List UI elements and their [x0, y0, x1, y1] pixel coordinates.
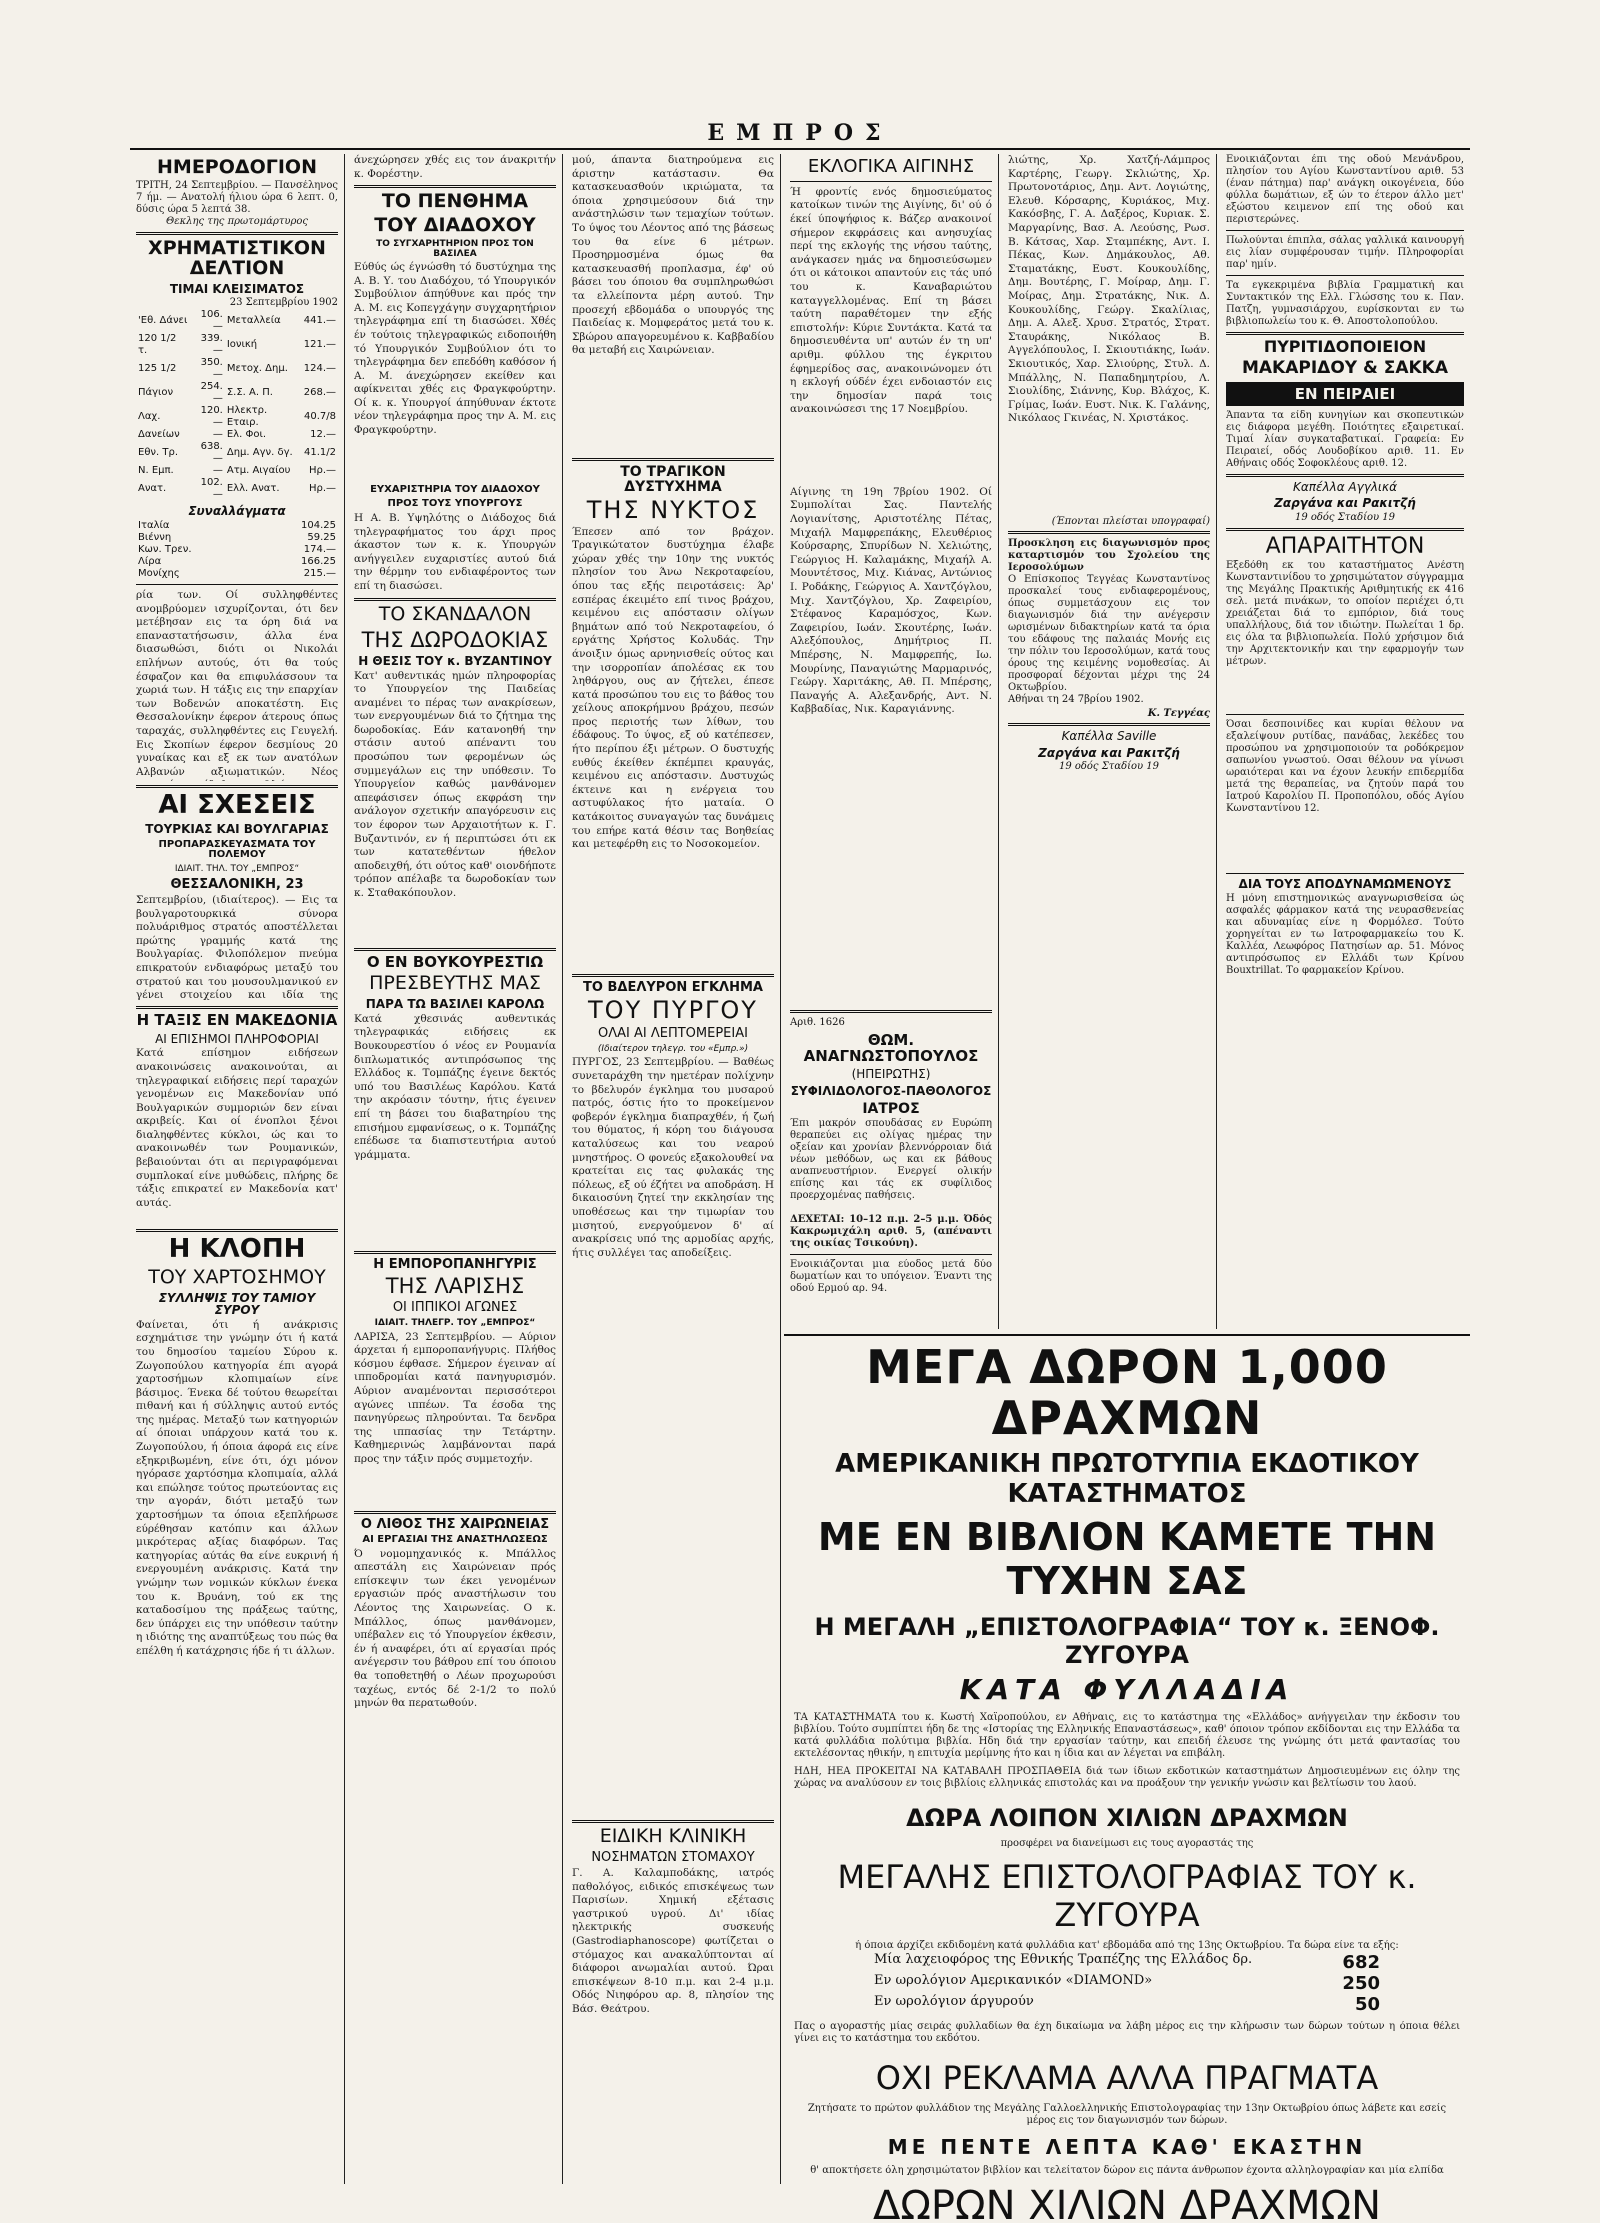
essential-text: Εξεδόθη εκ του καταστήματος Ανέστη Κωνσταντινίδου το χρησιμώτατον σύγγραμμα της Μεγάλης Πρακτικής Αριθμητικής εκ 416 σελ. μετά πινάκων, το οποίον περιέχει ό,τι χρειάζεται διά το εμπόριον, διά τους υπαλλήλους, διά τον ιδιώτην. Πωλείται 1 δρ. εις όλα τα βιβλιοπωλεία. Πολύ χρήσιμον διά την Αρχιτεκτονικήν και την εφαρμογήν των μέτρων. — [1226, 559, 1464, 667]
scandal-heading-2: ΤΗΣ ΔΩΡΟΔΟΚΙΑΣ — [361, 627, 549, 652]
finance-cell: Ελλ. Ανατ. — [226, 483, 280, 495]
column-2 — [348, 154, 563, 2184]
finance-cell: 254.— — [200, 381, 223, 405]
tender-sign: Κ. Τεγγέας — [1147, 708, 1210, 719]
bucharest-heading-2: ΠΡΕΣΒΕΥΤΗΣ ΜΑΣ — [369, 972, 541, 995]
finance-cell: Εθν. Τρ. — [138, 447, 179, 459]
almanac-heading: ΗΜΕΡΟΔΟΓΙΟΝ — [157, 156, 317, 178]
columns — [130, 154, 1470, 2223]
finance-cell: Ελ. Φοι. — [226, 429, 267, 441]
relations-text: Σεπτεμβρίου, (ιδιαίτερος). — Εις τα βουλγαροτουρκικά σύνορα πολυάριθμος στρατός αποστέλλεται πρώτης γραμμής κατά της Βουλγαρίας. Φιλοπόλεμον πνεύμα επικρατούν ενδιαφόρως μεταξύ του στρατού και του μουσουλμανικού εν γένει στοιχείου και ιδία της — [136, 893, 338, 1002]
hats-ad-title: Καπέλλα Saville — [1061, 729, 1157, 743]
bucharest-subheading: ΠΑΡΑ ΤΩ ΒΑΣΙΛΕΙ ΚΑΡΟΛΩ — [365, 997, 545, 1012]
finance-cell: 'Εθ. Δάνει — [138, 315, 188, 327]
finance-row — [136, 477, 338, 501]
crime-subheading: ΟΛΑΙ ΑΙ ΛΕΠΤΟΜΕΡΕΙΑΙ — [598, 1026, 748, 1042]
rate-cell: Λίρα — [138, 556, 162, 567]
larissa-text: ΛΑΡΙΣΑ, 23 Σεπτεμβρίου. — Αύριον άρχεται ή εμποροπανήγυρις. Πλήθος κόσμου έφθασε. Σήμερον έγειναν αί ιπποδρομίαι κατά πανηγυρισμόν. Αύριον αναμένονται περισσότεροι αγώνες ιππέων. Τα έσοδα της πανηγύρεως πληρούνται. Τα δενδρα της ιππασίας την Τετάρτην. Καθημερινώς λαμβάνονται παρά προς την τάξιν πρός συμμετοχήν. — [354, 1330, 556, 1465]
thanks-text: Η Α. Β. Υψηλότης ο Διάδοχος διά τηλεγραφήματος του άρχι προς άκαστον των κ. κ. Υπουργών ανήγγειλεν ευχαριστίες αυτού διά την θέρμην του ενδιαφέροντος των επί τη διασώσει. — [354, 511, 556, 592]
english-hats-address: 19 οδός Σταδίου 19 — [1294, 511, 1396, 523]
macedonia-text: Κατά επίσημον ειδήσεων ανακοινώσεις ανακοινούται, αι τηλεγραφικαί ειδήσεις περί ταραχών γενομένων εις Μακεδονίαν υπό Βουλγαρικών συμμοριών δεν είναι ακριβείς. Και οί ένοπλοι ξένοι διαληφθέντες κύκλοι, ώς και το ανακοινωθέν των Ρουμανικών, βεβαιούνται ότι αι περιγραφόμεναι συμπλοκαί είνε μυθώδεις, πλήρης δε τάξις επικρατεί εν Μακεδονία κατ' αυτάς. — [136, 1047, 338, 1209]
weak-heading: ΔΙΑ ΤΟΥΣ ΑΠΟΔΥΝΑΜΩΜΕΝΟΥΣ — [1238, 876, 1452, 891]
finance-cell: Ατμ. Αιγαίου — [226, 465, 291, 477]
finance-cell: Ν. Εμπ. — [138, 465, 174, 477]
theft-heading: Η ΚΛΟΠΗ — [168, 1234, 306, 1265]
scandal-subheading: Η ΘΕΣΙΣ ΤΟΥ κ. ΒΥΖΑΝΤΙΝΟΥ — [358, 653, 552, 668]
finance-cell: Πάγιον — [138, 387, 174, 399]
english-hats-sub: Ζαργάνα και Ρακιτζή — [1274, 496, 1416, 511]
aegina-text: Ή φροντίς ενός δημοσιεύματος κατοίκων τινών της Αιγίνης, δι' ού ό έκεί ύποψήφιος κ. Βάζερ ανακοινοί σήμερον εκφράσεις και ανησυχίας περί της εκλογής της νήσου ταύτης, ανάγκασεν ημάς να δημοσιεύσωμεν ότι οι κάτοικοι απαντούν εις τάς υπό του κ. Καναβαριώτου καταγγελλομένας. Επί τη βάσει ταύτη παραθέτομεν την εξής επιστολήν: Κύριε Συντάκτα. Κατά τα δημοσιευθέντα υπ' αυτών έν τη υπ' αριθμ. φύλλου της έγκριτου έφημερίδος σας, ανακοινώνομεν ότι η εκλογή ούδέν έχει ενδοιαστόν εις την δημοσίαν παρά τοις ανακοινώσεσι της 17 Νοεμβρίου. — [790, 185, 992, 416]
theft-subheading: ΤΟΥ ΧΑΡΤΟΣΗΜΟΥ — [148, 1265, 326, 1288]
col2-intro-text: άνεχώρησεν χθές εις τον άνακριτήν κ. Φορέστην. — [354, 154, 556, 180]
finance-cell: 41.1/2 — [304, 447, 336, 459]
relations-dateline: ΘΕΣΣΑΛΟΝΙΚΗ, 23 — [170, 877, 304, 893]
tragedy-heading: ΤΟ ΤΡΑΓΙΚΟΝ ΔΥΣΤΥΧΗΜΑ — [620, 464, 726, 495]
grief-heading: ΤΟ ΠΕΝΘΗΜΑ — [381, 190, 529, 213]
finance-row — [136, 309, 338, 333]
grief-subheading: ΤΟ ΣΥΓΧΑΡΗΤΗΡΙΟΝ ΠΡΟΣ ΤΟΝ ΒΑΣΙΛΕΑ — [376, 239, 534, 259]
finance-cell: Λαχ. — [138, 411, 161, 423]
prize-row — [874, 1994, 1380, 2015]
rate-cell: 215.— — [303, 568, 336, 579]
crime-tag: (Ιδιαίτερον τηλεγρ. του «Εμπρ.») — [597, 1044, 749, 1055]
finance-cell: Ιονική — [226, 339, 258, 351]
hats-ad-sub: Ζαργάνα και Ρακιτζή — [1038, 745, 1180, 760]
rates-table — [136, 520, 338, 580]
notice-number: Αριθ. 1626 — [790, 1016, 845, 1028]
rates-heading: Συναλλάγματα — [188, 504, 286, 519]
ad-subtitle-7: ΟΧΙ ΡΕΚΛΑΜΑ ΑΛΛΑ ΠΡΑΓΜΑΤΑ — [875, 2059, 1379, 2098]
essential-heading: ΑΠΑΡΑΙΤΗΤΟΝ — [1265, 533, 1425, 559]
column-1 — [130, 154, 345, 2184]
doctor-hours: ΔΕΧΕΤΑΙ: 10–12 π.μ. 2–5 μ.μ. Όδός Κακρωμιχάλη αριθ. 5, (απέναντι της οικίας Τσικούνη). — [790, 1214, 992, 1250]
prize-label: Εν ωρολόγιον άργυρούν — [874, 1994, 1034, 2010]
finance-cell: 339.— — [200, 333, 223, 357]
larissa-tag: ΙΔΙΑΙΤ. ΤΗΛΕΓΡ. ΤΟΥ „ΕΜΠΡΟΣ“ — [374, 1318, 536, 1329]
names-sign: (Έπονται πλείσται υπογραφαί) — [1051, 516, 1210, 527]
col3-intro-text: μού, άπαντα διατηρούμενα εις άριστην κατάστασιν. Θα κατασκευασθούν ικριώματα, τα όποια χρησιμεύσουν διά την ανάστηλώσιν των τεμαχίων τούτων. Το ύψος του Λέοντος από της βάσεως του θα είνε 6 μέτρων. Προσηρμοσμένα όμως θα κατασκευασθή προπλασμα, έφ' ού βάσει του όποιου θα συμπληρωθώσι τα ελλείποντα μέρη αυτού. Την προσεχή εβδομάδα ο υπουργός της Παιδείας κ. Μομφεράτος μετά του κ. Σβώρου απαγορευμένου κ. Καββαδίου θα μεταβή εις Χαιρώνειαν. — [572, 154, 774, 357]
aegina-signatures: Αίγινης τη 19η 7βρίου 1902. Οί Συμπολίται Σας. Παντελής Λογιανίτσης, Αριστοτέλης Πέτας, Μιχαήλ Μαμφρεπάκης, Ελευθέριος Κούρσαρης, Σπυρίδων Ν. Χελιώτης, Γεώργιος Η. Καλαμάκης, Μιχαήλ Α. Μουντέτσος, Μιχ. Κιάνας, Αντώνιος Ι. Ροδάκης, Γεώργιος Α. Χαντζόγλου, Μιχ. Χαντζόγλου, Χρ. Ζαφειρίου, Στέφανος Καραμόσχος, Κων. Ζαφειρίου, Ιωάν. Σκουτέρης, Ιωάν. Αλεξόπουλος, Δημήτριος Π. Μπέρσης, Ν. Μαμφρεπής, Ιω. Μουρίνης, Παναγιώτης Μαρμαρινός, Γεώργ. Χαριτάκης, Αθ. Π. Μπέρσης, Παναγής Α. Αλεξανδρής, Αντ. Ν. Καββαδίας, Νικ. Καραγιάννης. — [790, 485, 992, 716]
ad-subtitle-9: ΔΩΡΩΝ ΧΙΛΙΩΝ ΔΡΑΧΜΩΝ — [872, 2183, 1382, 2223]
finance-cell: Μετοχ. Δημ. — [226, 363, 288, 375]
finance-date: 23 Σεπτεμβρίου 1902 — [229, 297, 338, 309]
tragedy-text: Έπεσεν από τον βράχον. Τραγικώτατον δυστύχημα έλαβε χώραν χθές την 10ην της νυκτός πλησίον του Άνω Νεκροταφείου, όπου τας εξής πειροτάσεις: Άρ' εσπέρας έκειμέτο επί τινος βράχου, κειμένου εις απόστασιν ολίγων βημάτων από τού Νεκροταφείου, ό εργάτης Χρήστος Κολυδάς. Την άνοιξιν όμως αρνηνισθείς ούτος και την ισορροπίαν άπολέσας εκ του ληθάργου, ους αν ζήτελει, έπεσε κατά προσώπου του εις το βάθος του χείλους αποκρήμνου βράχου, πεσών προς περιοτής των λίθων, του έδάφους. Το ύψος, εξ ού κατέπεσεν, ήτο περίπου έξι μέτρων. Ο δυστυχής ευθύς έκείθεν έκπέμπει κραυγάς, κειμένου εις απόστασιν. Δυστυχώς έκτεινε και η ενέργεια του αστυφύλακος ήτο ματαία. Ο κατάκοιτος συναγαγών τας δυνάμεις του επήρε κατά θέσιν τας Βοηθείας και μετεφέρθη εις το Νοσοκομείον. — [572, 525, 774, 851]
column-4 — [784, 154, 999, 1329]
finance-cell: 638.— — [200, 441, 223, 465]
finance-row — [136, 405, 338, 429]
rent-text: Ενοικιάζονται μια εύοδος μετά δύο δωματίων και το υπόγειον. Έναντι της οδού Ερμού αρ. 94. — [790, 1259, 992, 1295]
finance-row — [136, 381, 338, 405]
almanac-text: ΤΡΙΤΗ, 24 Σεπτεμβρίου. — Πανσέληνος 7 ήμ. — Ανατολή ήλιου ώρα 6 λεπτ. 0, δύσις ώρα 5 λεπτά 38. — [136, 179, 338, 215]
finance-cell: 106.— — [200, 309, 223, 333]
crime-heading-2: ΤΟΥ ΠΥΡΓΟΥ — [588, 996, 758, 1025]
english-hats-title: Καπέλλα Αγγλικά — [1293, 479, 1397, 494]
larissa-heading-2: ΤΗΣ ΛΑΡΙΣΗΣ — [385, 1274, 525, 1299]
ad-text-4: ή όποια άρχίζει εκδιδομένη κατά φυλλάδια κατ' εβδομάδα από της 13ης Οκτωβρίου. Τα δώρα είνε τα εξής: — [855, 1940, 1399, 1952]
finance-cell: 121.— — [303, 339, 337, 351]
finance-cell: Ηρ.— — [308, 483, 336, 495]
finance-cell: 40.7/8 — [304, 411, 336, 423]
masthead — [130, 120, 1470, 150]
bucharest-heading: Ο ΕΝ ΒΟΥΚΟΥΡΕΣΤΙΩ — [366, 952, 544, 971]
finance-cell: Ανατ. — [138, 483, 167, 495]
relations-heading: ΑΙ ΣΧΕΣΕΙΣ — [158, 790, 316, 820]
rate-cell: 174.— — [303, 544, 336, 555]
masthead-title: ΕΜΠΡΟΣ — [707, 120, 893, 146]
finance-row — [136, 357, 338, 381]
finance-subheading: ΤΙΜΑΙ ΚΛΕΙΣΙΜΑΤΟΣ — [169, 281, 305, 296]
ad-subtitle-8: ΜΕ ΠΕΝΤΕ ΛΕΠΤΑ ΚΑΘ' ΕΚΑΣΤΗΝ — [887, 2135, 1367, 2160]
grief-text: Εύθύς ώς έγνώσθη τό δυστύχημα της Α. Β. Υ. του Διαδόχου, τό Υπουργικόν Συμβούλιον άπηύθυνε και πρός την Α. Μ. εις Κοπεγχάγην συγχαρητήριον τηλεγράφημα επί τη διασώσει. Χθές έν τούτοις τηλεγραφικώς ειδοποιήθη τό Υπουργικόν Συμβούλιον ότι το τηλεγράφημα δεν επεδόθη καθόσον ή Α. Μ. άνεχώρησεν εκείθεν και αφίκνειται χθές εις Φραγκφούρτην. Οί κ. κ. Υπουργοί άπηύθυναν έκτοτε νέον τηλεγράφημα προς την Α. Μ. εις Φραγκφούρτην. — [354, 260, 556, 437]
rate-row — [136, 520, 338, 532]
ad-subtitle-1: ΑΜΕΡΙΚΑΝΙΚΗ ΠΡΩΤΟΤΥΠΙΑ ΕΚΔΟΤΙΚΟΥ ΚΑΤΑΣΤΗΜΑΤΟΣ — [835, 1449, 1419, 1510]
finance-row — [136, 429, 338, 441]
finance-cell: Δημ. Αγν. δγ. — [226, 447, 293, 459]
finance-cell: 120.— — [200, 405, 223, 429]
relations-tag: ΙΔΙΑΙΤ. ΤΗΛ. ΤΟΥ „ΕΜΠΡΟΣ“ — [174, 863, 300, 874]
finance-cell: 102.— — [200, 477, 223, 501]
ad-prizes-list — [794, 1952, 1460, 2015]
finance-cell: 120 1/2 τ. — [138, 333, 177, 357]
ad-subtitle-4: ΚΑΤΑ ΦΥΛΛΑΔΙΑ — [959, 1673, 1295, 1707]
thanks-subheading: ΠΡΟΣ ΤΟΥΣ ΥΠΟΥΡΓΟΥΣ — [387, 498, 523, 510]
finance-cell: Μεταλλεία — [226, 315, 281, 327]
powder-location: ΕΝ ΠΕΙΡΑΙΕΙ — [1226, 382, 1464, 406]
finance-cell: Δανείων — [138, 429, 180, 441]
larissa-heading: Η ΕΜΠΟΡΟΠΑΝΗΓΥΡΙΣ — [373, 1256, 537, 1272]
rate-row — [136, 568, 338, 580]
prize-value: 50 — [1354, 1994, 1380, 2016]
rent-ad-text: Ενοικιάζονται έπι της οδού Μενάνδρου, πλησίον του Αγίου Κωνσταντίνου αριθ. 53 (έναν πάτημα) παρ' ανάγκη οικογένεια, δύο φύλλα δωμάτιων, εξ ών το έτερον άλλο μετ' εξώστου κειμενον επί της οδού και περιστερώνες. — [1226, 154, 1464, 225]
bucharest-text: Κατά χθεσινάς αυθεντικάς τηλεγραφικάς ειδήσεις εκ Βουκουρεστίου ό νέος εν Ρουμανία διπλωματικός αντιπρόσωπος της Ελλάδος κ. Τομπάζης έγεινε δεκτός υπό του Βασιλέως Καρόλου. Κατά την ακρόασιν τόυτην, ήτις έγεινεν επί τη βάσει του διαβατηρίου της επισήμου εμφανίσεως, ο κ. Τομπάζης επέδωσε τα διαπιστευτήρια αυτού γράμματα. — [354, 1012, 556, 1161]
rate-cell: 166.25 — [301, 556, 336, 567]
lead-article-text: ρία των. Οί συλληφθέντες ανομβρύομεν ισχυρίζονται, ότι δεν μετέβησαν εις τα όρη διά να επαναστατήσωσιν, άλλα ένα διασωθώσι, διότι οι Νικολάι επλήνων αυτούς, ότι θα τούς έσφαζον και θα επιφυλάσσουν τα χωριά των. Η τάξις εις την επαρχίαν των Βοδενών αποκατέστη. Εις Θεσσαλονίκην έφερον άτερους όπως ταραχάς, συλληφθέντες εις Γευγελή. Εις Σκοπίων έφερον δεσμίους 20 γυναίκας και εξ εκ των ανατόλων Αλβανών αξιωματικών. Νέος — [136, 589, 338, 778]
column-6 — [1220, 154, 1470, 1329]
prize-label: Εν ωρολόγιον Αμερικανικόν «DIAMOND» — [874, 1973, 1153, 1989]
doctor-text: Έπι μακρόν σπουδάσας εν Ευρώπη θεραπεύει εις ολίγας ημέρας την οξείαν και χρονίαν βλεννόρροιαν διά νέων μεθόδων, ως και εκ βάθους αναπνευστήριον. Ενεργεί ολικήν επίσης και τάς εκ συφίλιδος προερχομένας παθήσεις. — [790, 1118, 992, 1202]
ad-subtitle-6: ΜΕΓΑΛΗΣ ΕΠΙΣΤΟΛΟΓΡΑΦΙΑΣ ΤΟΥ κ. ΖΥΓΟΥΡΑ — [837, 1858, 1417, 1935]
newspaper-page — [130, 120, 1470, 2223]
doctor-title: ΙΑΤΡΟΣ — [862, 1100, 920, 1117]
thanks-heading: ΕΥΧΑΡΙΣΤΗΡΙΑ ΤΟΥ ΔΙΑΔΟΧΟΥ — [370, 483, 540, 495]
chaironeia-text: Ό νομομηχανικός κ. Μπάλλος απεστάλη εις Χαιρώνειαν πρός επίσκεψιν των έκει γενομένων εργασιών πρός αναστήλωσιν του Λέοντος της Χαιρωνείας. Ο κ. Μπάλλος, όπως μανθάνομεν, υπέβαλεν εις τό Υπουργείον έκθεσιν, έν ή αναφέρει, ότι αί εργασίαι πρός ανέγερσιν του βάθρου επί του όποιου θα τοποθετηθή ο Λέων προχωρούσι ταχέως, εντός δέ 2-1/2 το πολύ μηνών θα περατωθούν. — [354, 1547, 556, 1710]
tender-text: Ο Επίσκοπος Τεγγέας Κωνσταντίνος προσκαλεί τους ενδιαφερομένους, όπως συμμετάσχουν εις τον διαγωνισμόν διά την ανέγερσιν ωρισμένων διδακτηρίων κατά τα όρια του εδάφους της παλαιάς Μονής εις την πόλιν του Ιεροσολύμων, κατά τους όρους της κειμένης νομοθεσίας. Αι προσφοραί δέχονται μέχρι της 24 Οκτωβρίου. — [1008, 574, 1210, 693]
finance-cell: 268.— — [303, 387, 337, 399]
finance-heading: ΧΡΗΜΑΤΙΣΤΙΚΟΝ ΔΕΛΤΙΟΝ — [148, 236, 326, 279]
rate-cell: Μονίχης — [138, 568, 180, 579]
names-text: λιώτης, Χρ. Χατζή-Λάμπρος Καρτέρης, Γεωργ. Σκλιώτης, Χρ. Πρωτονοτάριος, Δημ. Αντ. Λογιώτης, Ελευθ. Κόρσαρης, Κυριάκος, Μιχ. Κακόσβης, Γ. Α. Δαξέρος, Κυριακ. Σ. Μαργαρίνης, Βασ. Α. Λεούσης, Ρωσ. Β. Κάτσας, Χαρ. Σταμπέκης, Αντ. Ι. Πέκας, Κων. Δημάκουλος, Αθ. Σταματάκης, Ευστ. Κουκουλίδης, Δημ. Βουτέρης, Γ. Μοίραρ, Δημ. Γ. Μοίρας, Δημ. Στρατάκης, Νικ. Δ. Κουκουλίδης, Γεώργ. Σκαλίλιας, Δημ. Α. Αλεξ. Χρυσ. Στρατός, Στρατ. Σταυράκης, Νικόλαος Β. Αγγελόπουλος, Ι. Σκιουτιάκης, Ιωάν. Σκιουτικός, Χαρ. Σλιούρης, Στυλ. Δ. Μπάλλης, Ν. Παπαδημητρίου, Λ. Σιουλίδης, Σιάννης, Κυρ. Βλάχος, Κ. Γρίμας, Ιωάν. Ευστ. Νικ. Κ. Γαλάνης, Νικόλαος Γκινέας, Ν. Χριστάκος. — [1008, 154, 1210, 425]
rate-row — [136, 532, 338, 544]
ad-text-3: προσφέρει να διανείμωσι εις τους αγοραστάς της — [1000, 1838, 1254, 1850]
grief-heading-2: ΤΟΥ ΔΙΑΔΟΧΟΥ — [374, 214, 536, 237]
chaironeia-subheading: ΑΙ ΕΡΓΑΣΙΑΙ ΤΗΣ ΑΝΑΣΤΗΛΩΣΕΩΣ — [362, 1534, 548, 1546]
scandal-text: Κατ' αυθεντικάς ημών πληροφορίας το Υπουργείον της Παιδείας αναμένει το πέρας των ανακρίσεων, των ενεργουμένων διά το ζήτημα της δωροδοκίας. Εάν κατανοηθή την στάσιν αυτού απέναντι του προσώπου των φερομένων ώς συμμεγάλων εις την υπόθεσιν. Το Υπουργείον καθώς μανθάνομεν απεφάσισεν όπως εκφράση την ανάλογον σχετικήν απαγόρευσιν εις τον έφορον των Αρχαιοτήτων κ. Γ. Βυζαντινόν, εν ή περιπτώσει ότι εκ των κατατεθέντων ήθελον αποδειχθή, ότι ούτος καθ' οιονδήποτε τρόπον απέλαβε τα δωροδοκίαν των κ. Σταθακόπουλον. — [354, 669, 556, 900]
finance-row — [136, 333, 338, 357]
finance-cell: 350.— — [200, 357, 223, 381]
clinic-heading: ΕΙΔΙΚΗ ΚΛΙΝΙΚΗ — [599, 1825, 747, 1848]
cream-ad-text: Όσαι δεσποινίδες και κυρίαι θέλουν να εξαλείψουν ρυτίδας, πανάδας, λεκέδες του προσώπου να χρησιμοποιούν τα ροδόκρεμον σαπωνίου γνωστού. Οσαι θέλουν να γίνωσι ωραιότεραι και να έχουν λευκήν επιδερμίδα μετά της θεραπείας, να ζητούν παρά του Ιατρού Καρολίου Π. Προποπόλου, οδός Αγίου Κωνσταντίνου 12. — [1226, 718, 1464, 814]
ad-text-1: ΤΑ ΚΑΤΑΣΤΗΜΑΤΑ του κ. Κωστή Χαϊροπούλου, εν Αθήναις, εις το κατάστημα της «Ελλάδος» ανήγγειλαν την έκδοσιν του βιβλίου. Τούτο συμπίπτει ήδη δε της «Ιστορίας της Ελληνικής Επαναστάσεως», καθ' όποιον τρόπον εκδίδονται εις την Ελλάδα τα κατά φυλλάδια πολύτιμα βιβλία. Ηδη διά την εργασίαν ταύτην, και επειδή έλευσε της γνώμης ότι μετά φαντασίας του εκτελέσοντας ηθικήν, η επιτυχία μερίμνης ήτο και η ίδια και αν λέγεται να επιβάλη. — [794, 1712, 1460, 1760]
finance-cell: — — [212, 465, 223, 477]
ad-text-7: θ' αποκτήσετε όλη χρησιμώτατον βιβλίον και τελείτατον δώρον εις πάντα άνθρωπον έχοντα αλληλογραφίαν και μία ελπίδα — [810, 2165, 1444, 2177]
scandal-heading: ΤΟ ΣΚΑΝΔΑΛΟΝ — [378, 602, 532, 625]
powder-subheading: ΜΑΚΑΡΙΔΟΥ & ΣΑΚΚΑ — [1241, 357, 1449, 378]
finance-row — [136, 465, 338, 477]
rate-row — [136, 556, 338, 568]
ad-subtitle-5: ΔΩΡΑ ΛΟΙΠΟΝ ΧΙΛΙΩΝ ΔΡΑΧΜΩΝ — [906, 1804, 1348, 1833]
powder-text: Άπαντα τα είδη κυνηγίων και σκοπευτικών εις διάφορα μεγέθη. Ποιότητες εξαιρετικαί. Τιμαί λίαν συγκαταβατικαί. Γραφεία: Εν Πειραιεί, οδός Λουδοβίκου αριθ. 11. Εν Αθήναις οδός Σοφοκλέους αριθ. 12. — [1226, 409, 1464, 469]
prize-value: 682 — [1342, 1952, 1380, 1974]
clinic-subheading: ΝΟΣΗΜΑΤΩΝ ΣΤΟΜΑΧΟΥ — [591, 1850, 755, 1866]
rate-cell: 104.25 — [301, 520, 336, 531]
rate-row — [136, 544, 338, 556]
rate-cell: 59.25 — [307, 532, 336, 543]
ad-title: ΜΕΓΑ ΔΩΡΟΝ 1,000 ΔΡΑΧΜΩΝ — [866, 1340, 1388, 1445]
finance-table — [136, 309, 338, 501]
larissa-subheading: ΟΙ ΙΠΠΙΚΟΙ ΑΓΩΝΕΣ — [392, 1300, 518, 1316]
finance-cell: — — [212, 429, 223, 441]
macedonia-heading: Η ΤΑΞΙΣ ΕΝ ΜΑΚΕΔΟΝΙΑ — [136, 1010, 338, 1029]
chaironeia-heading: Ο ΛΙΘΟΣ ΤΗΣ ΧΑΙΡΩΝΕΙΑΣ — [360, 1516, 550, 1532]
aegina-heading: ΕΚΛΟΓΙΚΑ ΑΙΓΙΝΗΣ — [807, 156, 975, 177]
relations-subheading: ΤΟΥΡΚΙΑΣ ΚΑΙ ΒΟΥΛΓΑΡΙΑΣ — [145, 822, 329, 837]
books-ad-text: Τα εγκεκριμένα βιβλία Γραμματική και Συντακτικόν της Ελλ. Γλώσσης του κ. Παν. Πατζη, γυμνασιάρχου, ευρίσκονται εν τω βιβλιοπωλείω του κ. Θ. Αποστολοπούλου. — [1226, 280, 1464, 327]
prize-label: Μία λαχειοφόρος της Εθνικής Τραπέζης της Ελλάδος δρ. — [874, 1952, 1253, 1968]
rate-cell: Ιταλία — [138, 520, 170, 531]
furniture-ad-text: Πωλούνται έπιπλα, σάλας γαλλικά καινουργή εις λίαν συμφέρουσαν τιμήν. Πληροφορίαι παρ' ημίν. — [1226, 235, 1464, 270]
doctor-specialty: ΣΥΦΙΛΙΔΟΛΟΓΟΣ-ΠΑΘΟΛΟΓΟΣ — [790, 1083, 992, 1098]
finance-cell: Ηρ.— — [308, 465, 336, 477]
prize-row — [874, 1973, 1380, 1994]
crime-heading: ΤΟ ΒΔΕΛΥΡΟΝ ΕΓΚΛΗΜΑ — [583, 979, 763, 995]
doctor-heading: ΘΩΜ. ΑΝΑΓΝΩΣΤΟΠΟΥΛΟΣ — [803, 1030, 979, 1065]
prize-value: 250 — [1342, 1973, 1380, 1995]
finance-cell: Ηλεκτρ. Εταιρ. — [226, 405, 268, 429]
ad-text-6: Ζητήσατε το πρώτον φυλλάδιον της Μεγάλης Γαλλοελληνικής Επιστολογραφίας την 13ην Οκτωβρίου όπως λάβετε και εσείς μέρος εις τον διαγωνισμόν των δώρων. — [807, 2103, 1447, 2127]
prize-row — [874, 1952, 1380, 1973]
ad-subtitle-2: ΜΕ ΕΝ ΒΙΒΛΙΟΝ ΚΑΜΕΤΕ ΤΗΝ ΤΥΧΗΝ ΣΑΣ — [817, 1515, 1437, 1604]
ad-text-5: Πας ο αγοραστής μίας σειράς φυλλαδίων θα έχη δικαίωμα να λάβη μέρος εις την κλήρωσιν των δώρων τούτων η όποια θέλει γίνει εις το κατάστημα του εκδότου. — [794, 2021, 1460, 2045]
ad-text-2: ΗΔΗ, ΗΕΑ ΠΡΟΚΕΙΤΑΙ ΝΑ ΚΑΤΑΒΑΛΗ ΠΡΟΣΠΑΘΕΙΑ διά των ίδιων εκδοτικών καταστημάτων Δημοσιευμένων εις όλην της χώρας να αναλύσουν εν τοις βιβλίοις ελληνικάς επιστολάς και να προάξουν την γενικήν γνώσιν και βελτίωσιν του λαού. — [794, 1766, 1460, 1790]
relations-subheading-2: ΠΡΟΠΑΡΑΣΚΕΥΑΣΜΑΤΑ ΤΟΥ ΠΟΛΕΜΟΥ — [158, 838, 316, 861]
finance-cell: Σ.Σ. Α. Π. — [226, 387, 273, 399]
rate-cell: Βιέννη — [138, 532, 172, 543]
tender-heading: Προσκληση εις διαγωνισμόν προς καταρτισμόν του Σχολείου της Ιεροσολύμων — [1008, 538, 1210, 573]
macedonia-subheading: ΑΙ ΕΠΙΣΗΜΟΙ ΠΛΗΡΟΦΟΡΙΑΙ — [155, 1031, 319, 1046]
lottery-advertisement — [784, 1334, 1470, 2223]
tragedy-heading-2: ΤΗΣ ΝΥΚΤΟΣ — [586, 496, 760, 525]
weak-text: Η μόνη επιστημονικώς αναγνωρισθείσα ώς ασφαλές φάρμακον κατά της νευρασθενείας και αδυναμίας είνε η Φορμόλεσ. Τούτο χορηγείται εν τω Ιατροφαρμακείω του Κ. Καλλέα, Λεωφόρος Πατησίων αρ. 51. Μόνος αντιπρόσωπος εν Ελλάδι των Κρίνου Bouxtrillat. Το φαρμακείον Κρίνου. — [1226, 892, 1464, 976]
rate-cell: Κων. Τρεν. — [138, 544, 192, 555]
tender-date: Αθήναι τη 24 7βρίου 1902. — [1008, 694, 1144, 705]
column-3 — [566, 154, 781, 2184]
finance-cell: 12.— — [310, 429, 336, 441]
crime-text: ΠΥΡΓΟΣ, 23 Σεπτεμβρίου. — Βαθέως συνεταράχθη την ημετέραν πολίχνην το βδελυρόν έγκλημα του μυσαρού πατρός, όστις ήτο το προκείμενον φοβερόν έγκλημα διαπραχθέν, ή ζωή του θύματος, ή κόρη του διάγουσα καταλύσεως και του νεαρού μνηστήρος. Ο φονεύς εξακολουθεί να κρατείται εις τας φυλακάς της πόλεως, εξ ού έζήτει να αποδράση. Η δικαιοσύνη ζητεί την εκκλησίαν της υποθέσεως και την τιμωρίαν του μισητού, ενεργούμενον δ' αί ανακρίσεις υπό της αρμοδίας αρχής, ήτις συλλέγει τας αποδείξεις. — [572, 1056, 774, 1259]
finance-row — [136, 441, 338, 465]
almanac-saint: Θεκλης της πρωτομάρτυρος — [166, 215, 308, 227]
clinic-text: Γ. Α. Καλαμποδάκης, ιατρός παθολόγος, ειδικός επισκέψεως των Παρισίων. Χημική εξέτασις γαστρικού υγρού. Δι' ιδίας ηλεκτρικής συσκευής (Gastrodiaphanoscope) φωτίζεται ο στόμαχος και ανακαλύπτονται αί διάφοροι ανωμαλίαι αυτού. Ώραι επισκέψεων 8-10 π.μ. και 2-4 μ.μ. Οδός Νιηφόρου αρ. 8, πλησίον της Βάσ. Θεάτρου. — [572, 1867, 774, 2015]
theft-text: Φαίνεται, ότι ή ανάκρισις εσχημάτισε την γνώμην ότι ή κατά του δημοσίου ταμείου Σύρου κ. Ζωγοπούλου κατηγορία έπι αγορά χαρτοσήμων κλοπιμαίων είνε βάσιμος. Ένεκα δέ τούτου θεωρείται πιθανή και ή σύλληψις αυτού εντός της ημέρας. Μεταξύ των κατηγοριών αί όποιαι υπάρχουν κατά του κ. Ζωγοπούλου, ή όποια άφορά εις είνε εξηκριβωμένη, είνε ότι, όχι μόνον ηγόρασε χαρτόσημα κλοπιμαία, αλλά και επώλησε τούτος πρωτεύοντας εις την αγοράν, διότι μεταξύ των χαρτοσήμων τα όποια εξεπλήρωσε εύρέθησαν κατόπιν και άλλων μικρότερας αξίας διαφόρων. Τας κατηγορίας αύτάς θα είνε ευκρινή ή ενεργουμένη ανάκρισις. Κατά την γνώμην των νομικών κύκλων ένεκα του κ. Βρυάνη, τού εκ της καταδοσίμου της πράξεως ταύτης, δεν ύπάρχει εις την υπόθεσιν ταύτην η ιδιότης της αναπτύξεως του πώς θα επέλθη ή κατάχρησις ήδε ή τι άλλων. — [136, 1318, 338, 1657]
theft-subheading-2: ΣΥΛΛΗΨΙΣ ΤΟΥ ΤΑΜΙΟΥ ΣΥΡΟΥ — [158, 1290, 316, 1318]
finance-cell: 441.— — [303, 315, 337, 327]
hats-ad-address: 19 οδός Σταδίου 19 — [1058, 761, 1160, 773]
finance-cell: 125 1/2 — [138, 363, 177, 375]
ad-subtitle-3: Η ΜΕΓΑΛΗ „ΕΠΙΣΤΟΛΟΓΡΑΦΙΑ“ ΤΟΥ κ. ΞΕΝΟΦ. ΖΥΓΟΥΡΑ — [814, 1613, 1440, 1670]
powder-heading: ΠΥΡΙΤΙΔΟΠΟΙΕΙΟΝ — [1263, 337, 1427, 356]
finance-cell: 124.— — [303, 363, 337, 375]
column-5 — [1002, 154, 1217, 1329]
doctor-origin: (ΗΠΕΙΡΩΤΗΣ) — [851, 1067, 931, 1082]
